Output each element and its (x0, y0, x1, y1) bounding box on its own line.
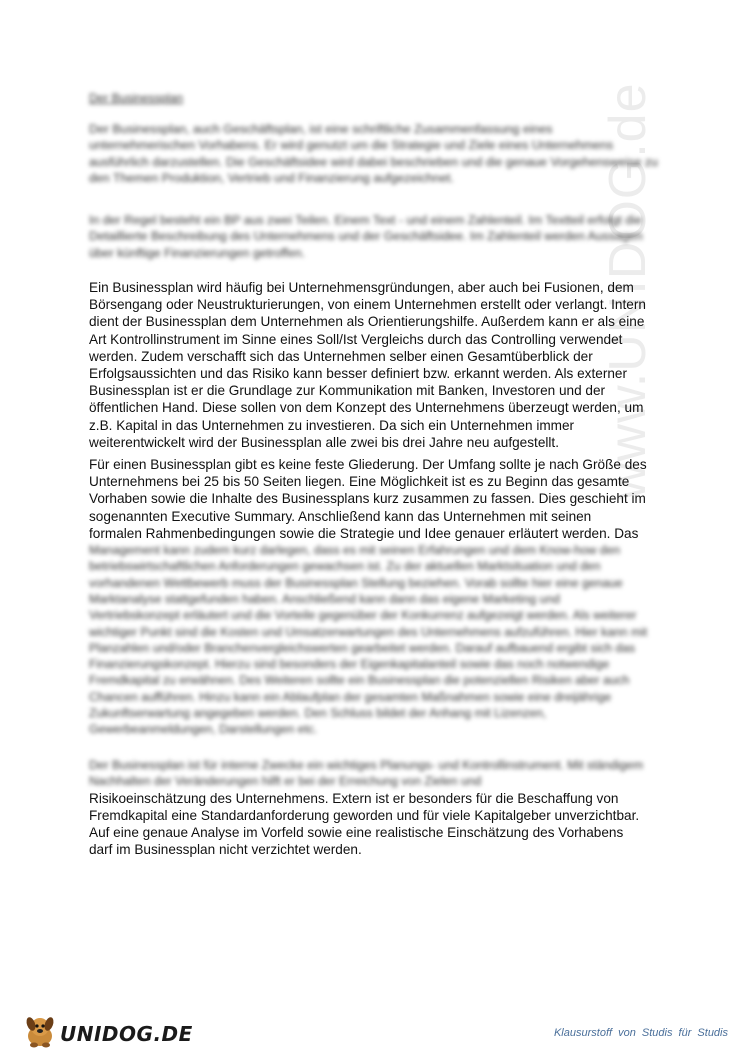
text-line: sogenannten Executive Summary. Anschließend kann das Unternehmen mit seinen (89, 508, 592, 524)
text-line: Erfolgsaussichten und das Risiko kann besser definiert bzw. erkannt werden. Als externer (89, 366, 627, 382)
paragraph-5 (89, 757, 664, 858)
logo-text: UNIDOG.DE (60, 1021, 193, 1046)
watermark: www.UNIDOG.de (599, 82, 657, 500)
paragraph-3 (89, 279, 664, 451)
blurred-text: Management kann zudem kurz darlegen, dass es mit seinen Erfahrungen und dem Know-how den betriebswirtschaftlichen Anforderungen gewachsen ist. Zu der aktuellen Marktsituation und den vorhandenen Wettbewerb muss der Businessplan Stellung beziehen. Vorab sollte hier eine genaue Marktanalyse stattgefunden haben. Anschließend kann dann das eigene Marketing und Vertriebskonzept erläutert und die Vorteile gegenüber der Konkurrenz aufgezeigt werden. Als weiterer wichtiger Punkt sind die Kosten und Umsatzerwartungen des Unternehmens aufzuführen. Hier kann mit Planzahlen und/oder Branchenvergleichswerten gearbeitet werden. Darauf aufbauend ergibt sich das Finanzierungskonzept. Hierzu sind besonders der Eigenkapitalanteil sowie das noch notwendige Fremdkapital zu erwähnen. Des Weiteren sollte ein Businessplan die potenziellen Risiken aber auch Chancen aufführen. Hinzu kann ein Ablaufplan der gesamten Maßnahmen sowie eine dreijährige Zukunftserwartung angegeben werden. Den Schluss bildet der Anhang mit Lizenzen, Gewerbeanmeldungen, Darstellungen etc. (89, 543, 648, 737)
text-line: Börsengang oder Neustrukturierungen, von einem Unternehmen erstellt oder verlangt. Intern (89, 297, 646, 313)
paragraph-4 (89, 456, 664, 738)
blurred-text: Der Businessplan ist für interne Zwecke ein wichtiges Planungs- und Kontrollinstrument. Mit ständigem Nachhalten der Veränderungen hilft er bei der Erreichung von Zielen und (89, 758, 644, 789)
text-line: Unternehmens bei 25 bis 50 Seiten liegen. Eine Möglichkeit ist es zu Beginn das gesamte (89, 474, 630, 490)
text-line: Auf eine genaue Analyse im Vorfeld sowie eine realistische Einschätzung des Vorhabens (89, 825, 624, 840)
footer-tagline: Klausurstoff von Studis für Studis (553, 1027, 728, 1039)
paragraph-2: In der Regel besteht ein BP aus zwei Teilen. Einem Text - und einem Zahlenteil. Im Textteil erfolgt die Detaillierte Beschreibung des Unternehmens und der Geschäftsidee. Im Zahlenteil werden Aussagen über künftige Finanzierungen getroffen. (89, 213, 643, 260)
text-line: öffentlichen Hand. Diese sollen von dem Konzept des Unternehmens überzeugt werden, um (89, 400, 644, 416)
text-line: Businessplan ist er die Grundlage zur Kommunikation mit Banken, Investoren und der (89, 383, 606, 399)
document-heading: Der Businessplan (89, 91, 184, 105)
paragraph-1: Der Businessplan, auch Geschäftsplan, ist eine schriftliche Zusammenfassung eines unternehmerischen Vorhabens. Er wird genutzt um die Strategie und Ziele eines Unternehmens ausführlich darzustellen. Die Geschäftsidee wird dabei beschrieben und die genaue Vorgehensweise zu den Themen Produktion, Vertrieb und Finanzierung aufgezeichnet. (89, 122, 658, 185)
dog-icon (22, 1014, 58, 1053)
text-line: Vorhaben sowie die Inhalte des Businessplans kurz zusammen zu fassen. Dies geschieht im (89, 491, 646, 507)
unidog-logo[interactable] (22, 1014, 193, 1053)
text-line: werden. Zudem verschafft sich das Unternehmen selber einen Gesamtüberblick der (89, 348, 593, 364)
text-line: Risikoeinschätzung des Unternehmens. Extern ist er besonders für die Beschaffung von (89, 790, 619, 806)
text-line: dient der Businessplan dem Unternehmen als Orientierungshilfe. Außerdem kann er als eine (89, 314, 645, 330)
text-line: Fremdkapital eine Standardanforderung geworden und für viele Kapitalgeber unverzichtbar. (89, 807, 640, 823)
text-line: darf im Businessplan nicht verzichtet werden. (89, 842, 362, 858)
text-line: z.B. Kapital in das Unternehmen zu investieren. Da sich ein Unternehmen immer (89, 417, 575, 433)
text-line: Art Kontrollinstrument im Sinne eines Soll/Ist Vergleichs durch das Controlling verwendet (89, 331, 623, 347)
text-line: Ein Businessplan wird häufig bei Unternehmensgründungen, aber auch bei Fusionen, dem (89, 280, 634, 295)
text-line: Für einen Businessplan gibt es keine feste Gliederung. Der Umfang sollte je nach Größe des (89, 457, 647, 472)
text-line: weiterentwickelt wird der Businessplan alle zwei bis drei Jahre neu aufgestellt. (89, 434, 559, 450)
text-line: formalen Rahmenbedingungen sowie die Strategie und Idee genauer erläutert werden. Das (89, 525, 639, 541)
